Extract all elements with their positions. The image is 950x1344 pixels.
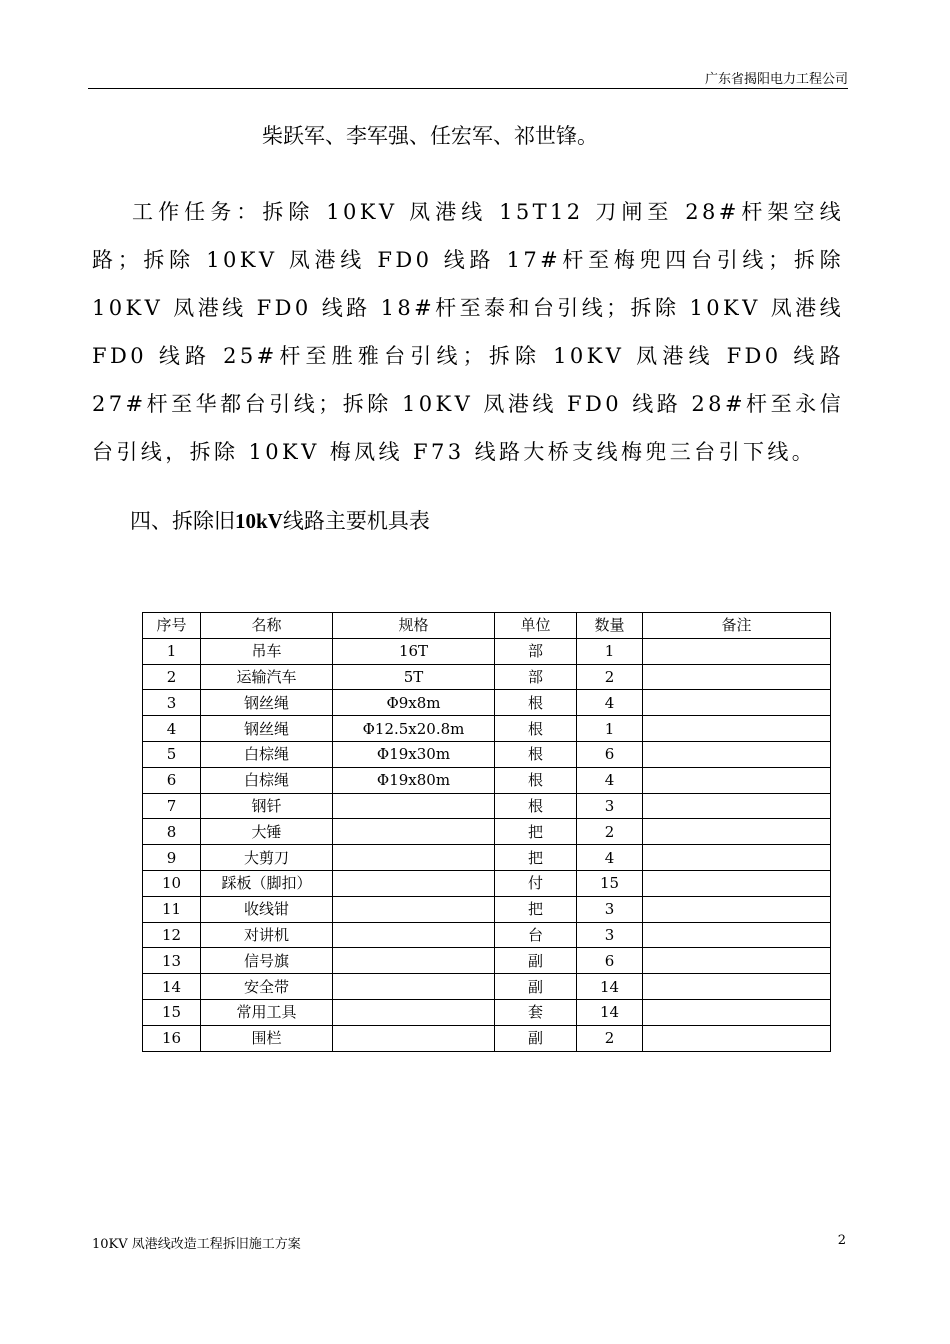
cell-index: 4 <box>143 716 201 742</box>
column-header-index: 序号 <box>143 613 201 639</box>
cell-remark <box>643 870 831 896</box>
cell-index: 2 <box>143 664 201 690</box>
cell-name: 信号旗 <box>201 948 333 974</box>
cell-quantity: 2 <box>577 819 643 845</box>
cell-index: 14 <box>143 974 201 1000</box>
cell-remark <box>643 845 831 871</box>
cell-remark <box>643 948 831 974</box>
cell-spec: 5T <box>333 664 495 690</box>
cell-spec: Φ19x30m <box>333 741 495 767</box>
cell-unit: 部 <box>495 664 577 690</box>
cell-name: 对讲机 <box>201 922 333 948</box>
table-row <box>143 819 831 845</box>
cell-name: 大剪刀 <box>201 845 333 871</box>
column-header-unit: 单位 <box>495 613 577 639</box>
table-row <box>143 664 831 690</box>
cell-name: 钢丝绳 <box>201 690 333 716</box>
cell-spec: Φ19x80m <box>333 767 495 793</box>
footer-page-number: 2 <box>837 1233 846 1248</box>
cell-spec: 16T <box>333 638 495 664</box>
cell-index: 11 <box>143 896 201 922</box>
cell-name: 安全带 <box>201 974 333 1000</box>
cell-quantity: 2 <box>577 1025 643 1051</box>
column-header-spec: 规格 <box>333 613 495 639</box>
cell-spec <box>333 819 495 845</box>
cell-remark <box>643 793 831 819</box>
cell-index: 6 <box>143 767 201 793</box>
cell-remark <box>643 767 831 793</box>
cell-quantity: 14 <box>577 974 643 1000</box>
cell-spec <box>333 845 495 871</box>
cell-name: 大锤 <box>201 819 333 845</box>
cell-remark <box>643 638 831 664</box>
cell-quantity: 4 <box>577 767 643 793</box>
cell-spec <box>333 896 495 922</box>
cell-quantity: 15 <box>577 870 643 896</box>
cell-remark <box>643 974 831 1000</box>
cell-index: 15 <box>143 999 201 1025</box>
cell-quantity: 3 <box>577 922 643 948</box>
cell-quantity: 1 <box>577 638 643 664</box>
cell-name: 收线钳 <box>201 896 333 922</box>
cell-quantity: 2 <box>577 664 643 690</box>
cell-unit: 台 <box>495 922 577 948</box>
cell-quantity: 3 <box>577 793 643 819</box>
table-row <box>143 690 831 716</box>
cell-name: 踩板（脚扣） <box>201 870 333 896</box>
equipment-table <box>142 612 831 1052</box>
cell-unit: 根 <box>495 690 577 716</box>
cell-spec <box>333 922 495 948</box>
cell-spec <box>333 1025 495 1051</box>
table-row <box>143 948 831 974</box>
cell-unit: 副 <box>495 948 577 974</box>
cell-unit: 根 <box>495 767 577 793</box>
table-row <box>143 922 831 948</box>
table-header-row <box>143 613 831 639</box>
cell-remark <box>643 922 831 948</box>
cell-unit: 部 <box>495 638 577 664</box>
table-row <box>143 845 831 871</box>
cell-remark <box>643 1025 831 1051</box>
column-header-quantity: 数量 <box>577 613 643 639</box>
cell-remark <box>643 716 831 742</box>
table-row <box>143 974 831 1000</box>
cell-name: 白棕绳 <box>201 767 333 793</box>
cell-name: 围栏 <box>201 1025 333 1051</box>
cell-name: 白棕绳 <box>201 741 333 767</box>
cell-spec <box>333 999 495 1025</box>
cell-index: 3 <box>143 690 201 716</box>
cell-unit: 付 <box>495 870 577 896</box>
cell-remark <box>643 664 831 690</box>
cell-spec <box>333 974 495 1000</box>
cell-name: 运输汽车 <box>201 664 333 690</box>
cell-quantity: 4 <box>577 845 643 871</box>
column-header-name: 名称 <box>201 613 333 639</box>
cell-spec <box>333 948 495 974</box>
cell-unit: 把 <box>495 819 577 845</box>
table-row <box>143 716 831 742</box>
cell-remark <box>643 741 831 767</box>
table-body <box>143 638 831 1051</box>
cell-quantity: 1 <box>577 716 643 742</box>
table-row <box>143 896 831 922</box>
cell-quantity: 6 <box>577 948 643 974</box>
section-title <box>130 505 430 535</box>
cell-name: 钢钎 <box>201 793 333 819</box>
cell-quantity: 4 <box>577 690 643 716</box>
cell-unit: 副 <box>495 1025 577 1051</box>
work-task-paragraph: 工作任务：拆除 10KV 凤港线 15T12 刀闸至 28#杆架空线路；拆除 10KV 凤港线 FD0 线路 17#杆至梅兜四台引线；拆除 10KV 凤港线 FD0 线路 18#杆至泰和台引线；拆除 10KV 凤港线 FD0 线路 25#杆至胜雅台引线；拆除 10KV 凤港线 FD0 线路 27#杆至华都台引线；拆除 10KV 凤港线 FD0 线路 28#杆至永信台引线，拆除 10KV 梅凤线 F73 线路大桥支线梅兜三台引下线。 <box>92 200 844 464</box>
table-row <box>143 1025 831 1051</box>
cell-unit: 套 <box>495 999 577 1025</box>
cell-unit: 副 <box>495 974 577 1000</box>
cell-index: 10 <box>143 870 201 896</box>
cell-remark <box>643 999 831 1025</box>
cell-quantity: 14 <box>577 999 643 1025</box>
table-row <box>143 793 831 819</box>
cell-spec <box>333 793 495 819</box>
cell-unit: 把 <box>495 896 577 922</box>
cell-unit: 把 <box>495 845 577 871</box>
table-row <box>143 741 831 767</box>
cell-quantity: 6 <box>577 741 643 767</box>
cell-index: 13 <box>143 948 201 974</box>
cell-index: 16 <box>143 1025 201 1051</box>
cell-spec: Φ9x8m <box>333 690 495 716</box>
cell-remark <box>643 819 831 845</box>
section-title-prefix: 四、拆除旧 <box>130 509 235 533</box>
cell-index: 8 <box>143 819 201 845</box>
table-row <box>143 767 831 793</box>
cell-index: 1 <box>143 638 201 664</box>
cell-index: 9 <box>143 845 201 871</box>
cell-remark <box>643 690 831 716</box>
cell-name: 常用工具 <box>201 999 333 1025</box>
cell-unit: 根 <box>495 741 577 767</box>
cell-remark <box>643 896 831 922</box>
header-divider <box>88 88 848 89</box>
cell-name: 吊车 <box>201 638 333 664</box>
personnel-names: 柴跃军、李军强、任宏军、祁世锋。 <box>262 124 598 148</box>
table-row <box>143 999 831 1025</box>
footer-document-title: 10KV 凤港线改造工程拆旧施工方案 <box>92 1237 301 1252</box>
cell-spec: Φ12.5x20.8m <box>333 716 495 742</box>
cell-index: 5 <box>143 741 201 767</box>
section-title-voltage: 10kV <box>235 509 283 533</box>
cell-quantity: 3 <box>577 896 643 922</box>
column-header-remark: 备注 <box>643 613 831 639</box>
cell-index: 12 <box>143 922 201 948</box>
cell-spec <box>333 870 495 896</box>
table-row <box>143 870 831 896</box>
cell-index: 7 <box>143 793 201 819</box>
table-row <box>143 638 831 664</box>
cell-name: 钢丝绳 <box>201 716 333 742</box>
section-title-suffix: 线路主要机具表 <box>282 509 430 533</box>
cell-unit: 根 <box>495 716 577 742</box>
page-header-company: 广东省揭阳电力工程公司 <box>704 72 848 87</box>
cell-unit: 根 <box>495 793 577 819</box>
